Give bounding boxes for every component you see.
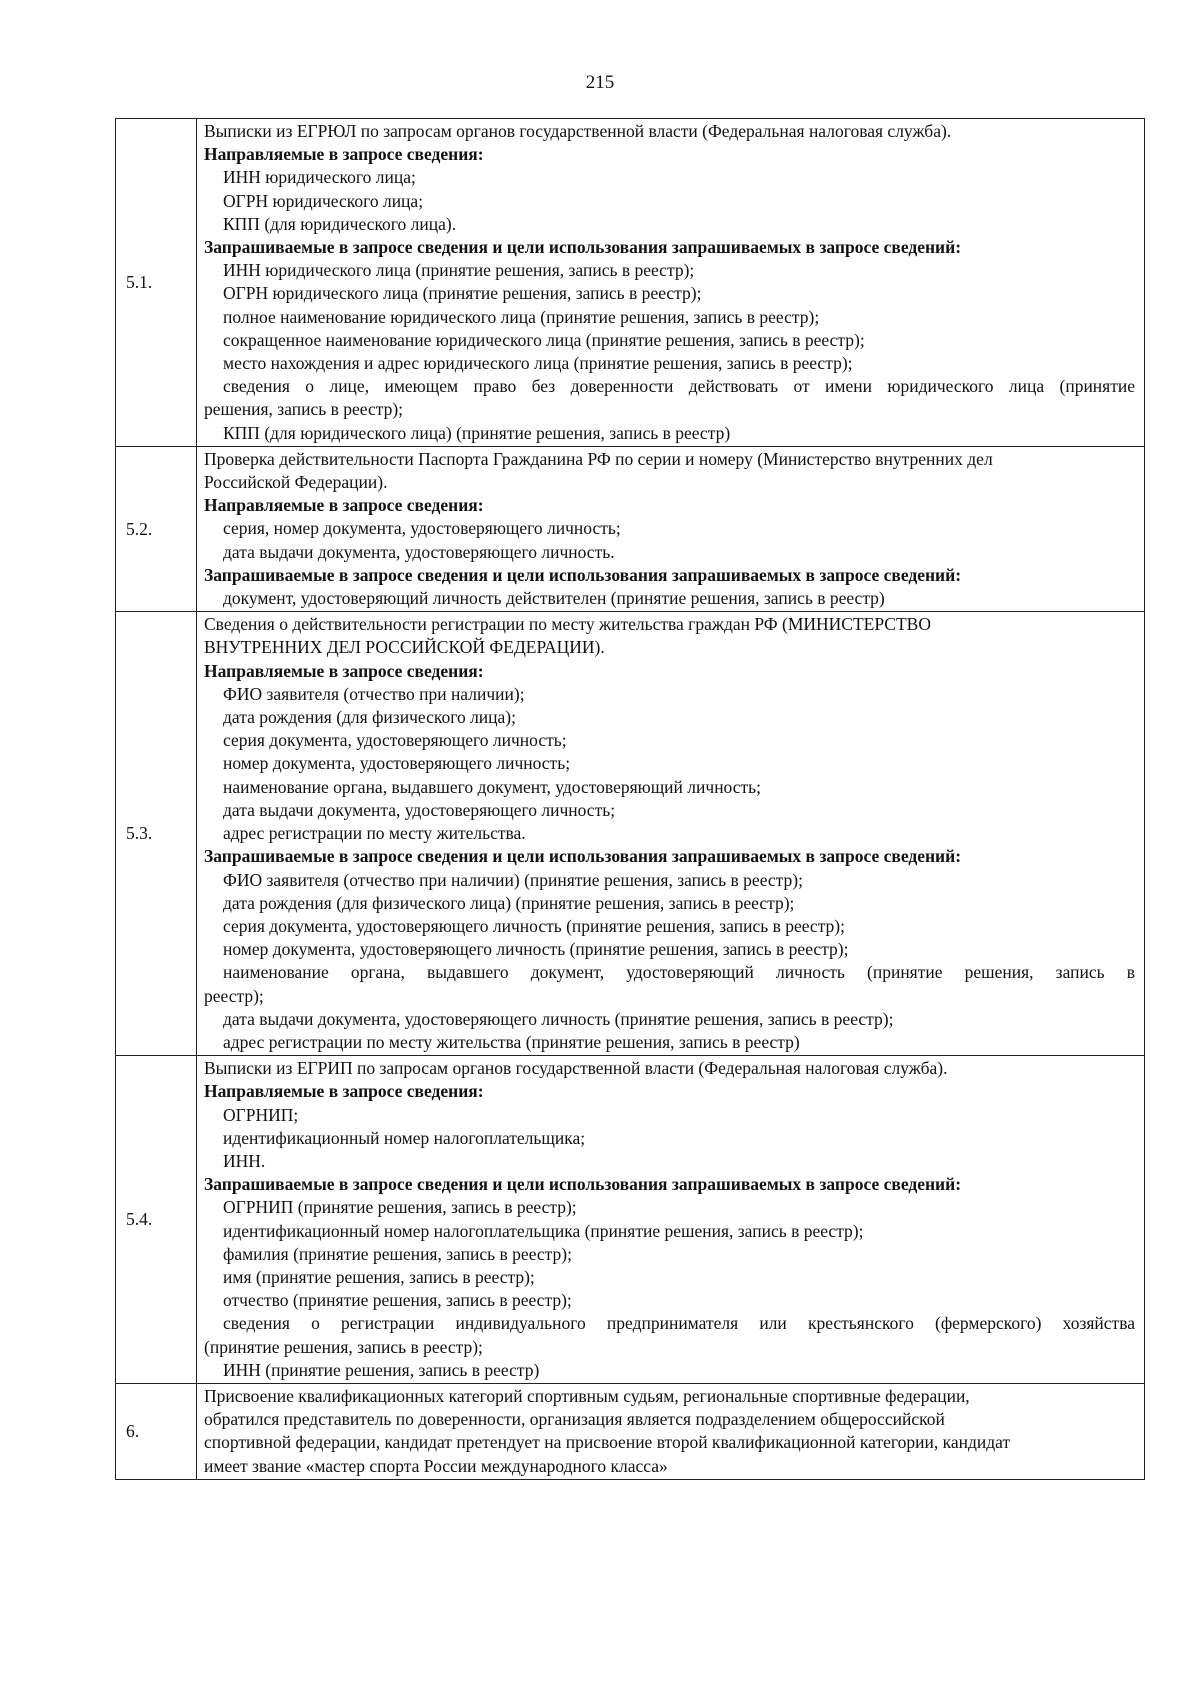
content-line: Выписки из ЕГРИП по запросам органов государственной власти (Федеральная налоговая служба). [204,1058,948,1079]
content-line: номер документа, удостоверяющего личность; [223,753,571,774]
content-line: ФИО заявителя (отчество при наличии); [223,683,525,704]
content-line: ИНН юридического лица (принятие решения, запись в реестр); [223,260,695,281]
content-line: документ, удостоверяющий личность действителен (принятие решения, запись в реестр) [223,588,885,609]
content-line: адрес регистрации по месту жительства. [223,823,526,844]
table-row [116,446,1145,611]
row-content [197,612,1145,1056]
content-line: (принятие решения, запись в реестр); [204,1336,483,1357]
content-line: серия, номер документа, удостоверяющего личность; [223,518,621,539]
row-number: 5.3. [116,612,197,1056]
content-line: дата рождения (для физического лица); [223,707,516,728]
row-content [197,119,1145,447]
content-line: Выписки из ЕГРЮЛ по запросам органов государственной власти (Федеральная налоговая служба). [204,121,952,141]
table-row [116,1056,1145,1384]
table-row [116,1383,1145,1479]
section-heading: Направляемые в запросе сведения: [204,660,484,681]
content-line: Проверка действительности Паспорта Гражданина РФ по серии и номеру (Министерство внутренних дел [204,448,993,469]
content-line: имя (принятие решения, запись в реестр); [223,1266,535,1287]
content-line: полное наименование юридического лица (принятие решения, запись в реестр); [223,306,820,327]
content-line: реестр); [204,985,264,1006]
content-line: ОГРНИП (принятие решения, запись в реестр); [223,1197,577,1218]
row-number: 6. [116,1383,197,1479]
content-line: ИНН. [223,1150,266,1171]
row-number: 5.1. [116,119,197,447]
content-line: серия документа, удостоверяющего личность; [223,730,567,751]
content-line: ИНН юридического лица; [223,167,416,188]
content-line: Российской Федерации). [204,472,388,493]
content-line: дата выдачи документа, удостоверяющего личность. [223,541,615,562]
row-content [197,1383,1145,1479]
row-number: 5.2. [116,446,197,611]
section-heading: Запрашиваемые в запросе сведения и цели использования запрашиваемых в запросе сведений: [204,564,962,585]
row-number: 5.4. [116,1056,197,1384]
content-line: имеет звание «мастер спорта России международного класса» [204,1455,668,1476]
section-heading: Направляемые в запросе сведения: [204,144,484,165]
content-line: ОГРНИП; [223,1104,299,1125]
content-line: ФИО заявителя (отчество при наличии) (принятие решения, запись в реестр); [223,869,803,890]
content-line: ОГРН юридического лица (принятие решения, запись в реестр); [223,283,702,304]
content-line: идентификационный номер налогоплательщика (принятие решения, запись в реестр); [223,1220,864,1241]
content-line: Присвоение квалификационных категорий спортивным судьям, региональные спортивные федерации, [204,1385,970,1406]
content-line: сведения о лице, имеющем право без доверенности действовать от имени юридического лица (принятие [223,376,1135,397]
content-line: ВНУТРЕННИХ ДЕЛ РОССИЙСКОЙ ФЕДЕРАЦИИ). [204,637,605,658]
page-number: 215 [585,72,615,93]
content-line: идентификационный номер налогоплательщика; [223,1127,586,1148]
content-line: Сведения о действительности регистрации по месту жительства граждан РФ (МИНИСТЕРСТВО [204,614,931,635]
requirements-table [115,118,1145,1480]
content-line: дата рождения (для физического лица) (принятие решения, запись в реестр); [223,892,795,913]
content-line: обратился представитель по доверенности, организация является подразделением общероссийской [204,1409,945,1430]
content-line: спортивной федерации, кандидат претендует на присвоение второй квалификационной категории, кандидат [204,1432,1011,1453]
section-heading: Запрашиваемые в запросе сведения и цели использования запрашиваемых в запросе сведений: [204,846,962,867]
content-line: номер документа, удостоверяющего личность (принятие решения, запись в реестр); [223,939,849,960]
content-line: отчество (принятие решения, запись в реестр); [223,1290,572,1311]
content-line: КПП (для юридического лица). [223,213,457,234]
content-line: сведения о регистрации индивидуального предпринимателя или крестьянского (фермерского) хозяйства [223,1313,1135,1334]
row-content [197,1056,1145,1384]
section-heading: Запрашиваемые в запросе сведения и цели использования запрашиваемых в запросе сведений: [204,237,962,258]
content-line: адрес регистрации по месту жительства (принятие решения, запись в реестр) [223,1031,800,1052]
content-line: решения, запись в реестр); [204,399,404,420]
content-line: КПП (для юридического лица) (принятие решения, запись в реестр) [223,422,731,443]
table-row [116,119,1145,447]
section-heading: Направляемые в запросе сведения: [204,495,484,516]
row-content [197,446,1145,611]
table-body [116,119,1145,1480]
content-line: место нахождения и адрес юридического лица (принятие решения, запись в реестр); [223,353,853,374]
content-line: ИНН (принятие решения, запись в реестр) [223,1359,540,1380]
table-row [116,612,1145,1056]
content-line: ОГРН юридического лица; [223,190,424,211]
content-line: наименование органа, выдавшего документ, удостоверяющий личность (принятие решения, запись в [223,962,1135,983]
content-line: фамилия (принятие решения, запись в реестр); [223,1243,572,1264]
content-line: сокращенное наименование юридического лица (принятие решения, запись в реестр); [223,329,865,350]
content-line: наименование органа, выдавшего документ, удостоверяющий личность; [223,776,761,797]
content-line: дата выдачи документа, удостоверяющего личность (принятие решения, запись в реестр); [223,1008,894,1029]
section-heading: Направляемые в запросе сведения: [204,1081,484,1102]
section-heading: Запрашиваемые в запросе сведения и цели использования запрашиваемых в запросе сведений: [204,1174,962,1195]
content-line: дата выдачи документа, удостоверяющего личность; [223,799,616,820]
content-line: серия документа, удостоверяющего личность (принятие решения, запись в реестр); [223,915,846,936]
